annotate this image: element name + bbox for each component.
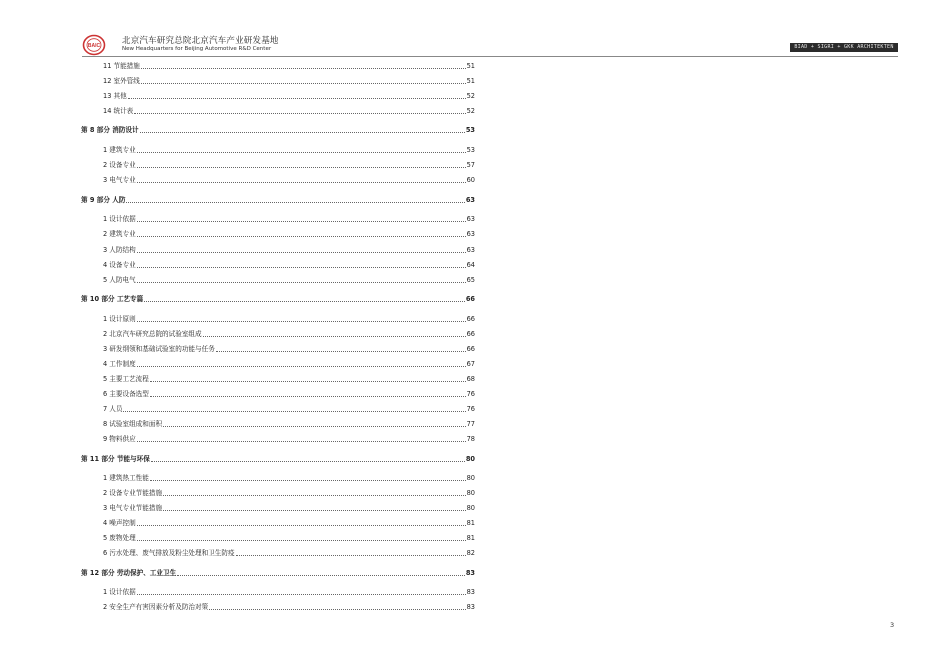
toc-leader-dots <box>137 594 466 595</box>
toc-leader-dots <box>137 236 466 237</box>
toc-leader-dots <box>203 336 466 337</box>
toc-entry[interactable] <box>103 173 475 185</box>
toc-entry[interactable] <box>103 327 475 339</box>
toc-leader-dots <box>137 282 466 283</box>
toc-entry[interactable] <box>103 417 475 429</box>
toc-leader-dots <box>177 575 465 576</box>
toc-entry-label: 14 统计表 <box>103 107 134 115</box>
toc-entry[interactable] <box>103 312 475 324</box>
toc-entry[interactable] <box>103 273 475 285</box>
toc-leader-dots <box>123 411 465 412</box>
toc-entry-page: 66 <box>466 345 475 353</box>
toc-leader-dots <box>137 182 466 183</box>
toc-section-heading[interactable] <box>81 193 475 205</box>
toc-entry-label: 5 人防电气 <box>103 276 136 284</box>
toc-entry-label: 5 主要工艺流程 <box>103 375 149 383</box>
toc-entry-page: 81 <box>466 534 475 542</box>
toc-entry-page: 68 <box>466 375 475 383</box>
toc-entry-page: 65 <box>466 276 475 284</box>
toc-entry-page: 52 <box>466 107 475 115</box>
toc-entry-label: 1 建筑热工性能 <box>103 474 149 482</box>
toc-entry-page: 67 <box>466 360 475 368</box>
toc-entry-page: 80 <box>465 455 475 463</box>
toc-entry-page: 66 <box>466 330 475 338</box>
toc-entry[interactable] <box>103 501 475 513</box>
toc-entry-label: 4 噪声控制 <box>103 519 136 527</box>
toc-entry-label: 第 10 部分 工艺专篇 <box>81 295 144 303</box>
toc-entry-page: 80 <box>466 489 475 497</box>
toc-entry-page: 80 <box>466 474 475 482</box>
toc-entry-page: 82 <box>466 549 475 557</box>
toc-entry[interactable] <box>103 342 475 354</box>
toc-entry-page: 83 <box>466 588 475 596</box>
toc-entry[interactable] <box>103 471 475 483</box>
toc-entry[interactable] <box>103 89 475 101</box>
toc-entry-label: 2 设备专业 <box>103 161 136 169</box>
toc-leader-dots <box>137 152 466 153</box>
toc-entry-label: 3 人防结构 <box>103 246 136 254</box>
toc-entry-page: 76 <box>466 405 475 413</box>
toc-entry[interactable] <box>103 227 475 239</box>
baic-logo-icon <box>82 34 106 56</box>
toc-entry[interactable] <box>103 258 475 270</box>
toc-entry-page: 63 <box>466 246 475 254</box>
toc-section-heading[interactable] <box>81 292 475 304</box>
header-title-en: New Headquarters for Beijing Automotive R&D Center <box>122 46 272 52</box>
toc-entry-label: 9 物料供应 <box>103 435 136 443</box>
toc-entry-label: 第 9 部分 人防 <box>81 196 126 204</box>
toc-entry-page: 63 <box>465 196 475 204</box>
toc-entry-label: 2 安全生产有害因素分析及防治对策 <box>103 603 209 611</box>
toc-leader-dots <box>128 98 466 99</box>
toc-entry-page: 53 <box>465 126 475 134</box>
toc-entry[interactable] <box>103 104 475 116</box>
toc-entry-label: 2 建筑专业 <box>103 230 136 238</box>
toc-entry[interactable] <box>103 158 475 170</box>
toc-entry-page: 63 <box>466 215 475 223</box>
toc-entry[interactable] <box>103 372 475 384</box>
toc-entry-label: 6 主要设备选型 <box>103 390 149 398</box>
toc-leader-dots <box>137 167 466 168</box>
toc-entry-page: 66 <box>465 295 475 303</box>
toc-leader-dots <box>141 83 466 84</box>
toc-entry-page: 66 <box>466 315 475 323</box>
toc-entry-label: 11 节能措施 <box>103 62 140 70</box>
header-title-cn: 北京汽车研究总院北京汽车产业研发基地 <box>122 36 279 46</box>
toc-entry-label: 8 试验室组成和面积 <box>103 420 163 428</box>
toc-section-heading[interactable] <box>81 566 475 578</box>
toc-entry-label: 2 设备专业节能措施 <box>103 489 163 497</box>
toc-entry-page: 51 <box>466 62 475 70</box>
toc-leader-dots <box>137 252 466 253</box>
toc-leader-dots <box>137 525 466 526</box>
toc-entry-label: 1 建筑专业 <box>103 146 136 154</box>
firm-label: BIAD + SIGRI + GKK ARCHITEKTEN <box>790 43 898 52</box>
toc-entry-label: 第 8 部分 消防设计 <box>81 126 139 134</box>
toc-entry[interactable] <box>103 357 475 369</box>
toc-leader-dots <box>163 426 466 427</box>
toc-leader-dots <box>209 609 465 610</box>
toc-entry[interactable] <box>103 600 475 612</box>
toc-entry-label: 13 其他 <box>103 92 127 100</box>
toc-leader-dots <box>163 495 466 496</box>
toc-entry-label: 3 电气专业 <box>103 176 136 184</box>
logo-text: BAIC <box>87 43 101 50</box>
toc-leader-dots <box>141 68 466 69</box>
toc-entry-label: 4 工作制度 <box>103 360 136 368</box>
toc-entry[interactable] <box>103 486 475 498</box>
toc-entry-page: 77 <box>466 420 475 428</box>
page-number: 3 <box>890 621 895 629</box>
toc-leader-dots <box>140 132 465 133</box>
toc-entry[interactable] <box>103 585 475 597</box>
toc-entry[interactable] <box>103 59 475 71</box>
toc-entry-page: 53 <box>466 146 475 154</box>
toc-entry-label: 1 设计依据 <box>103 588 136 596</box>
toc-entry-label: 2 北京汽车研究总院的试验室组成 <box>103 330 202 338</box>
toc-entry-page: 83 <box>465 569 475 577</box>
toc-leader-dots <box>150 480 466 481</box>
toc-leader-dots <box>163 510 466 511</box>
toc-entry-label: 1 设计原则 <box>103 315 136 323</box>
toc-entry-label: 5 废物处理 <box>103 534 136 542</box>
toc-section-heading[interactable] <box>81 123 475 135</box>
toc-entry-page: 52 <box>466 92 475 100</box>
toc-entry-label: 3 电气专业节能措施 <box>103 504 163 512</box>
toc-entry-page: 78 <box>466 435 475 443</box>
toc-entry[interactable] <box>103 432 475 444</box>
toc-entry-label: 第 11 部分 节能与环保 <box>81 455 150 463</box>
toc-entry-page: 64 <box>466 261 475 269</box>
toc-entry[interactable] <box>103 74 475 86</box>
toc-leader-dots <box>134 113 465 114</box>
toc-entry[interactable] <box>103 546 475 558</box>
toc-entry-page: 63 <box>466 230 475 238</box>
toc-entry-page: 80 <box>466 504 475 512</box>
toc-entry-page: 76 <box>466 390 475 398</box>
toc-entry[interactable] <box>103 243 475 255</box>
toc-leader-dots <box>137 540 466 541</box>
toc-entry-label: 第 12 部分 劳动保护、工业卫生 <box>81 569 177 577</box>
toc-leader-dots <box>150 396 466 397</box>
toc-section-heading[interactable] <box>81 452 475 464</box>
toc-leader-dots <box>137 221 466 222</box>
toc-entry-label: 1 设计依据 <box>103 215 136 223</box>
toc-entry[interactable] <box>103 212 475 224</box>
toc-entry-label: 4 设备专业 <box>103 261 136 269</box>
toc-leader-dots <box>236 555 466 556</box>
toc-leader-dots <box>144 301 465 302</box>
toc-entry[interactable] <box>103 516 475 528</box>
toc-leader-dots <box>137 267 466 268</box>
toc-leader-dots <box>137 366 466 367</box>
toc-entry-label: 3 研发纲领和基础试验室的功能与任务 <box>103 345 215 353</box>
toc-leader-dots <box>126 202 464 203</box>
toc-entry[interactable] <box>103 402 475 414</box>
toc-entry-page: 57 <box>466 161 475 169</box>
toc-entry[interactable] <box>103 143 475 155</box>
toc-leader-dots <box>137 321 466 322</box>
toc-leader-dots <box>137 441 466 442</box>
toc-leader-dots <box>216 351 466 352</box>
toc-leader-dots <box>150 381 466 382</box>
toc-entry-label: 12 室外管线 <box>103 77 140 85</box>
toc-entry-page: 60 <box>466 176 475 184</box>
toc-entry-page: 81 <box>466 519 475 527</box>
toc-entry[interactable] <box>103 531 475 543</box>
toc-entry-page: 51 <box>466 77 475 85</box>
toc-entry[interactable] <box>103 387 475 399</box>
header-divider <box>82 56 898 57</box>
toc-entry-label: 6 污水处理、废气排放及粉尘处理和卫生防疫 <box>103 549 235 557</box>
toc-entry-label: 7 人员 <box>103 405 123 413</box>
toc-leader-dots <box>151 461 465 462</box>
toc-entry-page: 83 <box>466 603 475 611</box>
